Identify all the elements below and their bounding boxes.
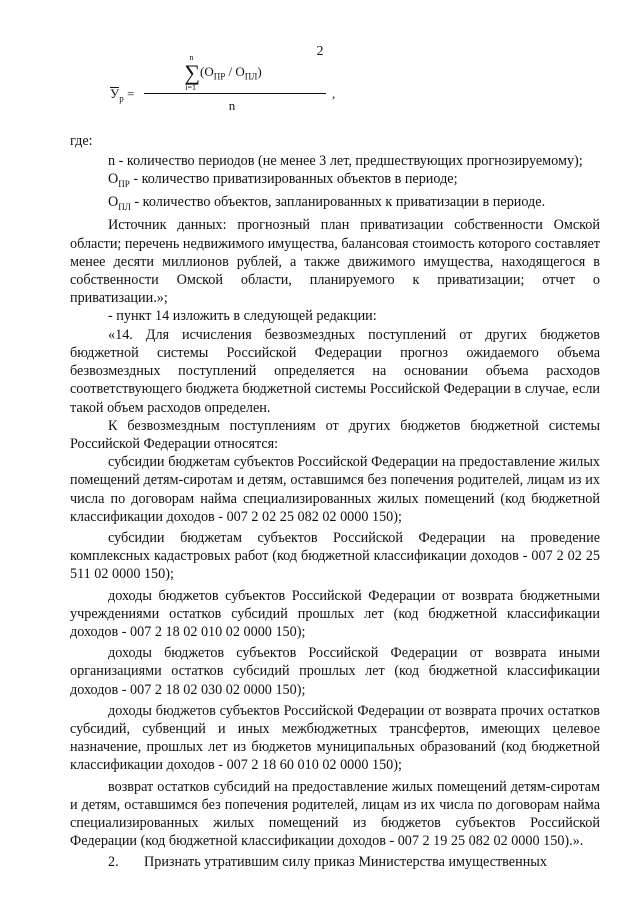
opr-sub: ПР	[118, 179, 130, 190]
formula-numerator	[148, 53, 298, 92]
sigma-symbol: ∑ n i=1	[184, 53, 200, 92]
paragraph-2	[70, 853, 600, 871]
formula-lhs: $У_р$ =	[110, 86, 135, 104]
relates-paragraph: К безвозмездным поступлениям от других бюджетов бюджетной системы Российской Федерации относятся:	[70, 417, 600, 452]
document-body	[70, 132, 600, 872]
def-opr: $О_{ПР}$ - количество приватизированных объектов в периоде;	[108, 171, 458, 190]
paragraph-2-text: Признать утратившим силу приказ Министерства имущественных	[144, 854, 547, 871]
num-sub-pl: ПЛ	[244, 71, 258, 82]
opl-sub: ПЛ	[118, 202, 131, 213]
fraction-bar	[144, 93, 326, 94]
sum-upper-limit: n	[189, 53, 194, 62]
source-paragraph: Источник данных: прогнозный план приватизации собственности Омской области; перечень недвижимого имущества, балансовая стоимость которого составляет менее десяти миллионов рублей, а также движимого имущества, находящегося в собственности Омской области, планируемого к приватизации; отчет о приватизации.»;	[70, 217, 600, 307]
formula-comma: ,	[332, 86, 336, 101]
page-number: 2	[316, 44, 324, 59]
num-mid: / О	[225, 63, 245, 79]
formula-denominator: n	[228, 98, 236, 113]
list-item: возврат остатков субсидий на предоставление жилых помещений детям-сиротам и детям, оставшимся без попечения родителей, лицам из их числа по договорам найма специализированных жилых помещений из бюджетов субъектов Российской Федерации (код бюджетной классификации доходов - 007 2 19 25 082 02 0000 150).».	[70, 778, 600, 850]
list-item: доходы бюджетов субъектов Российской Федерации от возврата бюджетными учреждениями остатков субсидий прошлых лет (код бюджетной классификации доходов - 007 2 18 02 010 02 0000 150);	[70, 587, 600, 640]
p14-body: «14. Для исчисления безвозмездных поступлений от других бюджетов бюджетной системы Российской Федерации прогноз ожидаемого объема безвозмездных поступлений определяется на основании объема расходов соответствующего бюджета бюджетной системы Российской Федерации в случае, если такой объем расходов определен.	[70, 326, 600, 416]
num-close: )	[257, 63, 262, 79]
average-formula	[110, 53, 336, 122]
num-open: (О	[200, 63, 214, 79]
num-sub-pr: ПР	[213, 71, 226, 82]
where-label: где:	[70, 133, 93, 149]
formula-y-subscript: р	[119, 93, 124, 104]
p14-intro: - пункт 14 изложить в следующей редакции:	[108, 308, 377, 325]
list-item: доходы бюджетов субъектов Российской Федерации от возврата иными организациями остатков субсидий прошлых лет (код бюджетной классификации доходов - 007 2 18 02 030 02 0000 150);	[70, 645, 600, 698]
paragraph-number: 2.	[108, 854, 119, 871]
def-n: n - количество периодов (не менее 3 лет, предшествующих прогнозируемому);	[108, 153, 583, 170]
def-opl: $О_{ПЛ}$ - количество объектов, запланированных к приватизации в периоде.	[108, 194, 546, 213]
list-item: субсидии бюджетам субъектов Российской Федерации на предоставление жилых помещений детям-сиротам и детям, оставшимся без попечения родителей, лицам из их числа по договорам найма специализированных жилых помещений (код бюджетной классификации доходов - 007 2 02 25 082 02 0000 150);	[70, 454, 600, 525]
list-item: доходы бюджетов субъектов Российской Федерации от возврата прочих остатков субсидий, субвенций и иных межбюджетных трансфертов, имеющих целевое назначение, прошлых лет из бюджетов муниципальных образований (код бюджетной классификации доходов - 007 2 18 60 010 02 0000 150);	[70, 702, 600, 774]
list-item: субсидии бюджетам субъектов Российской Федерации на проведение комплексных кадастровых работ (код бюджетной классификации доходов - 007 2 02 25 511 02 0000 150);	[70, 529, 600, 583]
formula-y-symbol: У	[110, 86, 120, 101]
sum-lower-limit: i=1	[185, 83, 197, 92]
